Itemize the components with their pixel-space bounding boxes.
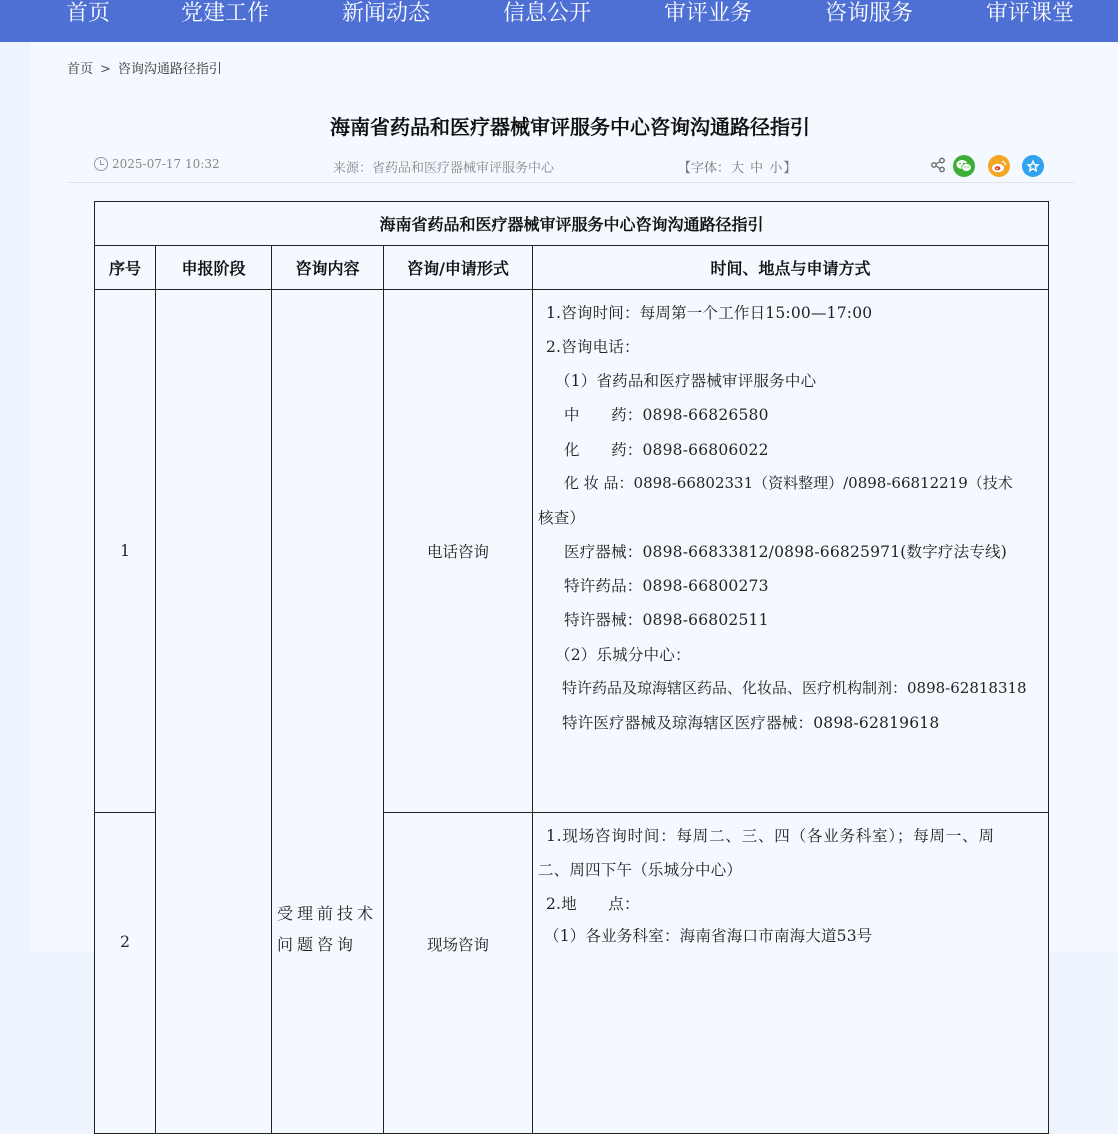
font-size-label: 【字体： (678, 161, 731, 176)
detail-line: 特许医疗器械及琼海辖区医疗器械：0898-62819618 (562, 714, 940, 732)
detail-line: 核查） (538, 509, 586, 527)
wechat-icon[interactable] (953, 155, 975, 177)
nav-item-review-classroom[interactable]: 审评课堂 (986, 1, 1075, 26)
font-size-suffix: 】 (783, 161, 797, 176)
header-cell-time-place: 时间、地点与申请方式 (533, 246, 1049, 290)
consult-content-cell (272, 290, 384, 1134)
weibo-icon[interactable] (988, 155, 1010, 177)
breadcrumb (67, 58, 222, 77)
article-source: 来源：省药品和医疗器械审评服务中心 (333, 161, 555, 176)
detail-line: （2）乐城分中心： (555, 646, 691, 664)
consult-form-cell: 电话咨询 (384, 290, 533, 813)
table-caption: 海南省药品和医疗器械审评服务中心咨询沟通路径指引 (95, 202, 1049, 246)
detail-line: 1.咨询时间：每周第一个工作日15:00—17:00 (546, 304, 873, 322)
detail-line: 二、周四下午（乐城分中心） (538, 861, 743, 879)
breadcrumb-current-link[interactable]: 咨询沟通路径指引 (117, 62, 222, 77)
row-number-cell: 1 (95, 290, 156, 813)
nav-item-consulting-service[interactable]: 咨询服务 (825, 1, 914, 26)
page-title: 海南省药品和医疗器械审评服务中心咨询沟通路径指引 (330, 115, 810, 139)
detail-line: 特许器械：0898-66802511 (564, 611, 769, 629)
detail-line: 医疗器械：0898-66833812/0898-66825971(数字疗法专线) (564, 543, 1007, 561)
share-icon[interactable] (930, 157, 946, 173)
detail-line: （1）省药品和医疗器械审评服务中心 (555, 372, 817, 390)
font-size-medium-link[interactable]: 中 (750, 161, 764, 176)
detail-line: 中 药：0898-66826580 (564, 406, 769, 424)
title-divider (67, 182, 1075, 183)
header-cell-number: 序号 (95, 246, 156, 290)
detail-line: 1.现场咨询时间：每周二、三、四（各业务科室）；每周一、周 (546, 827, 995, 845)
top-navigation-bar (0, 0, 1118, 42)
detail-line: 化 妆 品：0898-66802331（资料整理）/0898-66812219（技术 (564, 474, 1013, 492)
font-size-large-link[interactable]: 大 (731, 161, 745, 176)
publish-date (94, 157, 220, 171)
nav-item-party-building[interactable]: 党建工作 (181, 1, 270, 26)
header-cell-stage: 申报阶段 (156, 246, 272, 290)
detail-line: 2.地 点： (546, 895, 640, 913)
nav-item-home[interactable]: 首页 (66, 1, 111, 26)
clock-icon (94, 157, 108, 171)
detail-line: 特许药品及琼海辖区药品、化妆品、医疗机构制剂：0898-62818318 (562, 679, 1027, 697)
detail-line: 化 药：0898-66806022 (564, 441, 769, 459)
detail-line: 2.咨询电话： (546, 338, 640, 356)
breadcrumb-separator: > (100, 62, 111, 77)
header-cell-content: 咨询内容 (272, 246, 384, 290)
consult-content-text: 受理前技术问题咨询 (277, 904, 378, 954)
qzone-icon[interactable] (1022, 155, 1044, 177)
nav-item-news[interactable]: 新闻动态 (342, 1, 431, 26)
detail-line: （1）各业务科室：海南省海口市南海大道53号 (544, 927, 873, 945)
font-size-control (678, 157, 796, 176)
consult-form-cell: 现场咨询 (384, 813, 533, 1134)
row-number-cell: 2 (95, 813, 156, 1134)
breadcrumb-home-link[interactable]: 首页 (67, 62, 94, 77)
font-size-small-link[interactable]: 小 (769, 161, 783, 176)
publish-date-text: 2025-07-17 10:32 (112, 157, 220, 171)
stage-cell (156, 290, 272, 1134)
nav-item-review-business[interactable]: 审评业务 (664, 1, 753, 26)
detail-line: 特许药品：0898-66800273 (564, 577, 769, 595)
nav-item-info-disclosure[interactable]: 信息公开 (503, 1, 592, 26)
header-cell-form: 咨询/申请形式 (384, 246, 533, 290)
